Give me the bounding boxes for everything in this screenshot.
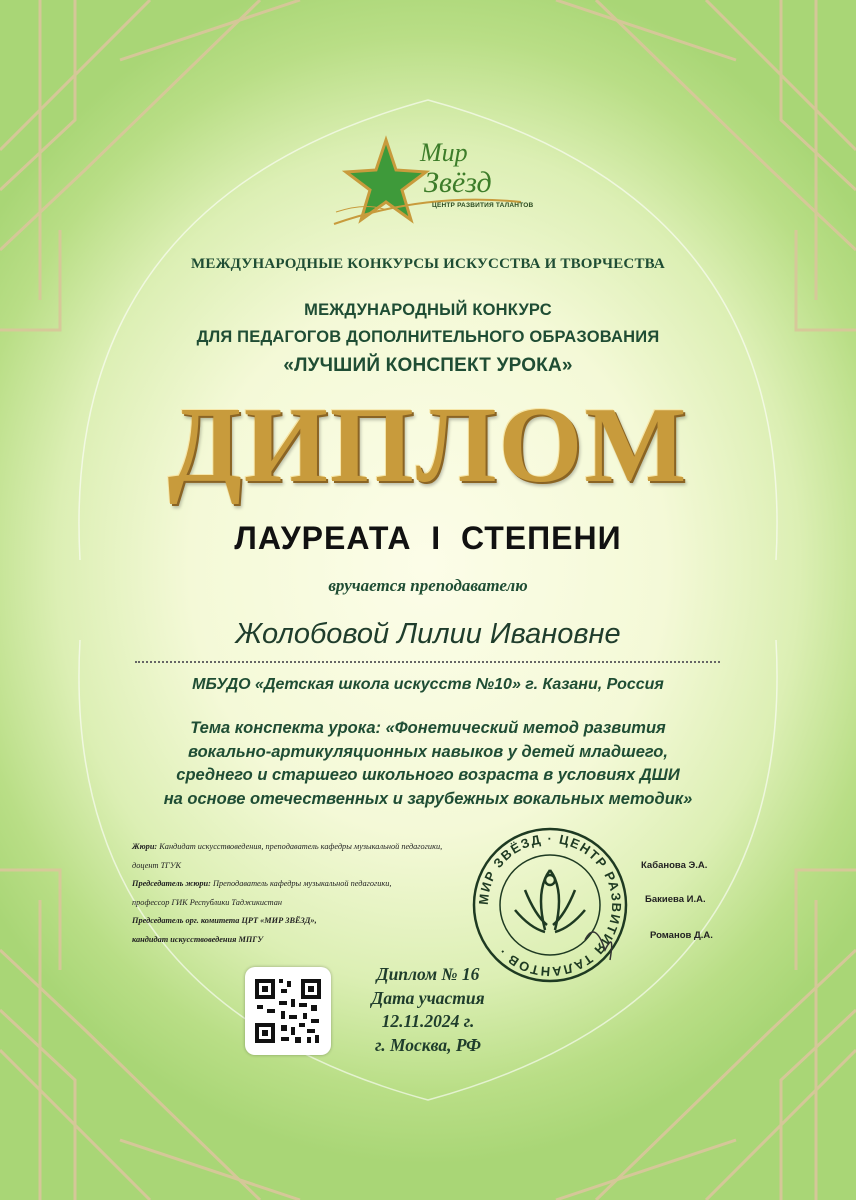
date-value: 12.11.2024 г. (381, 1011, 475, 1031)
theme-line: вокально-артикуляционных навыков у детей младшего, (188, 742, 668, 761)
contest-line-2: ДЛЯ ПЕДАГОГОВ ДОПОЛНИТЕЛЬНОГО ОБРАЗОВАНИЯ (196, 328, 660, 346)
jury-line: доцент ТГУК (132, 860, 181, 870)
signature-name: Бакиева И.А. (645, 894, 706, 905)
qr-code[interactable] (245, 967, 331, 1055)
theme-line: Тема конспекта урока: «Фонетический метод развития (190, 719, 666, 737)
theme-line: среднего и старшего школьного возраста в условиях ДШИ (176, 766, 680, 784)
header-title: МЕЖДУНАРОДНЫЕ КОНКУРСЫ ИСКУССТВА И ТВОРЧЕСТВА (191, 256, 665, 272)
lesson-theme (0, 717, 856, 811)
date-label: Дата участия (371, 987, 485, 1008)
diploma-title: ДИПЛОМ (167, 386, 689, 505)
svg-text:МИР ЗВЁЗД · ЦЕНТР РАЗВИТИЯ ТАЛ: МИР ЗВЁЗД · ЦЕНТР РАЗВИТИЯ ТАЛАНТОВ · (475, 830, 625, 980)
jury-list (132, 838, 492, 949)
theme-line: на основе отечественных и зарубежных вокальных методик» (163, 789, 693, 808)
contest-name: «ЛУЧШИЙ КОНСПЕКТ УРОКА» (283, 355, 573, 376)
city: г. Москва, РФ (375, 1034, 481, 1055)
logo-text-line2: Звёзд (424, 166, 492, 199)
diploma-info (340, 963, 516, 1057)
contest-line-1: МЕЖДУНАРОДНЫЙ КОНКУРС (304, 301, 552, 319)
degree-title: ЛАУРЕАТА I СТЕПЕНИ (234, 520, 622, 556)
jury-line: профессор ГИК Республики Таджикистан (132, 897, 283, 907)
logo-text-line1: Мир (420, 138, 468, 167)
jury-line: Председатель жюри: Преподаватель кафедры музыкальной педагогики, (132, 879, 392, 888)
signature-name: Кабанова Э.А. (641, 860, 708, 871)
jury-line: Председатель орг. комитета ЦРТ «МИР ЗВЁЗД», (132, 916, 317, 925)
handed-to-label: вручается преподавателю (328, 576, 528, 595)
organization: МБУДО «Детская школа искусств №10» г. Казани, Россия (192, 676, 664, 693)
recipient-name: Жолобовой Лилии Ивановне (235, 618, 621, 650)
qr-code-icon (245, 967, 331, 1055)
diploma-number: Диплом № 16 (376, 964, 480, 984)
dotted-divider (135, 661, 720, 663)
signature-name: Романов Д.А. (650, 930, 713, 941)
logo-subtitle: ЦЕНТР РАЗВИТИЯ ТАЛАНТОВ (432, 202, 534, 209)
jury-line: кандидат искусствоведения МПГУ (132, 934, 264, 944)
jury-line: Жюри: Кандидат искусствоведения, преподаватель кафедры музыкальной педагогики, (132, 842, 443, 851)
